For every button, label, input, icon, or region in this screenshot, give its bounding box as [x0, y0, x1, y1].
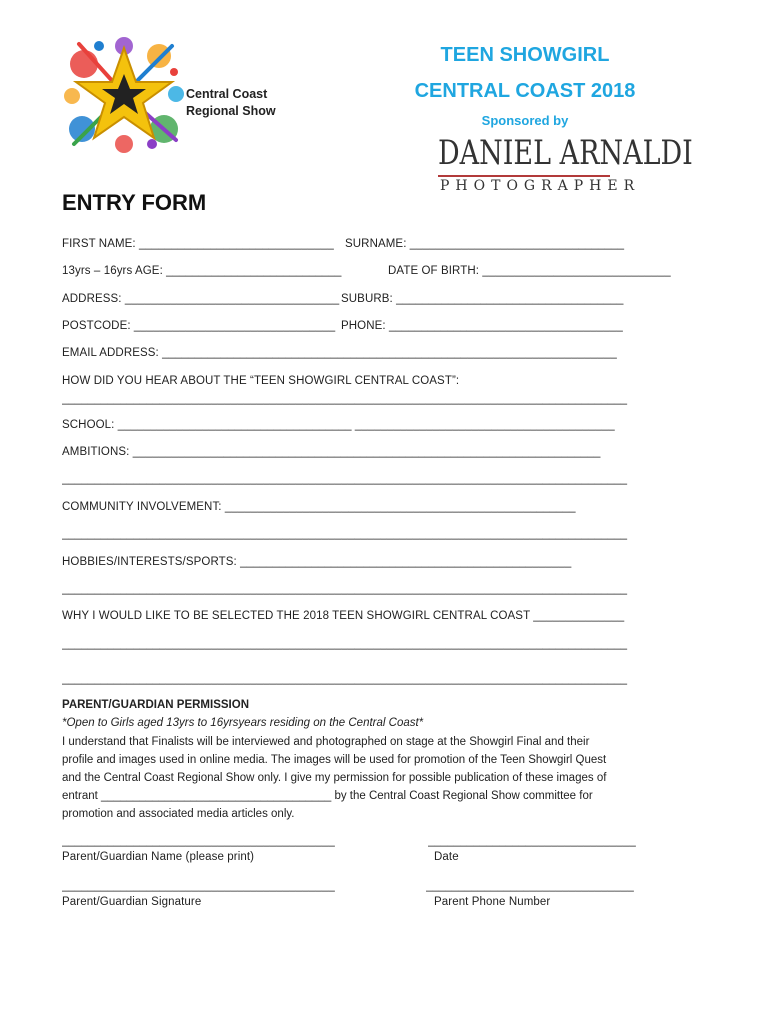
logo-line-2: Regional Show: [186, 104, 276, 118]
entry-form-heading: ENTRY FORM: [62, 190, 207, 215]
school-field[interactable]: SCHOOL: ____________________________________ ________________________________________: [62, 419, 615, 431]
event-title-line-2: CENTRAL COAST 2018: [414, 80, 636, 102]
logo-line-1: Central Coast: [186, 87, 268, 101]
ambitions-field[interactable]: AMBITIONS: ________________________________________________________________________: [62, 446, 601, 458]
sponsor-rule: [438, 175, 610, 177]
why-field[interactable]: WHY I WOULD LIKE TO BE SELECTED THE 2018 TEEN SHOWGIRL CENTRAL COAST ______________: [62, 610, 625, 622]
permission-text-line-3: and the Central Coast Regional Show only. I give my permission for possible publication of these images of: [62, 772, 607, 784]
guardian-signature-label: Parent/Guardian Signature: [62, 896, 202, 908]
suburb-field[interactable]: SUBURB: ___________________________________: [341, 293, 624, 305]
permission-note: *Open to Girls aged 13yrs to 16yrsyears residing on the Central Coast*: [62, 717, 424, 729]
star-burst-icon: [64, 34, 184, 154]
hobbies-line[interactable]: _______________________________________________________________________________________: [62, 583, 628, 595]
permission-heading: PARENT/GUARDIAN PERMISSION: [62, 699, 249, 711]
hobbies-field[interactable]: HOBBIES/INTERESTS/SPORTS: ___________________________________________________: [62, 556, 572, 568]
heard-about-label: HOW DID YOU HEAR ABOUT THE “TEEN SHOWGIRL CENTRAL COAST”:: [62, 375, 460, 387]
ambitions-line[interactable]: _______________________________________________________________________________________: [62, 473, 628, 485]
community-line[interactable]: _______________________________________________________________________________________: [62, 528, 628, 540]
dob-field[interactable]: DATE OF BIRTH: _____________________________: [388, 265, 671, 277]
event-title-line-1: TEEN SHOWGIRL: [440, 44, 610, 66]
show-logo: [64, 34, 304, 154]
address-field[interactable]: ADDRESS: _________________________________: [62, 293, 340, 305]
date-label: Date: [434, 851, 459, 863]
parent-phone-label: Parent Phone Number: [434, 896, 551, 908]
sponsor-name: DANIEL ARNALDI: [438, 134, 693, 173]
parent-phone-line[interactable]: ________________________________: [426, 880, 634, 892]
guardian-name-line[interactable]: __________________________________________: [62, 835, 335, 847]
guardian-name-label: Parent/Guardian Name (please print): [62, 851, 255, 863]
permission-text-line-1: I understand that Finalists will be interviewed and photographed on stage at the Showgirl Final and their: [62, 736, 590, 748]
permission-text-line-2: profile and images used in online media. The images will be used for promotion of the Teen Showgirl Quest: [62, 754, 607, 766]
permission-text-line-4[interactable]: entrant ____________________________________ by the Central Coast Regional Show committee for: [62, 790, 593, 802]
why-line-1[interactable]: _______________________________________________________________________________________: [62, 638, 628, 650]
guardian-signature-line[interactable]: __________________________________________: [62, 880, 335, 892]
postcode-field[interactable]: POSTCODE: _______________________________: [62, 320, 336, 332]
permission-text-line-5: promotion and associated media articles only.: [62, 808, 295, 820]
surname-field[interactable]: SURNAME: _________________________________: [345, 238, 625, 250]
heard-about-line[interactable]: _______________________________________________________________________________________: [62, 393, 628, 405]
sponsor-logo: [438, 134, 693, 194]
sponsor-subtitle: PHOTOGRAPHER: [440, 178, 641, 194]
age-field[interactable]: 13yrs – 16yrs AGE: ___________________________: [62, 265, 342, 277]
community-field[interactable]: COMMUNITY INVOLVEMENT: ______________________________________________________: [62, 501, 576, 513]
date-line[interactable]: ________________________________: [428, 835, 636, 847]
why-line-2[interactable]: _______________________________________________________________________________________: [62, 673, 628, 685]
first-name-field[interactable]: FIRST NAME: ______________________________: [62, 238, 334, 250]
phone-field[interactable]: PHONE: ____________________________________: [341, 320, 623, 332]
sponsored-by-label: Sponsored by: [481, 113, 569, 128]
email-field[interactable]: EMAIL ADDRESS: ______________________________________________________________________: [62, 347, 617, 359]
